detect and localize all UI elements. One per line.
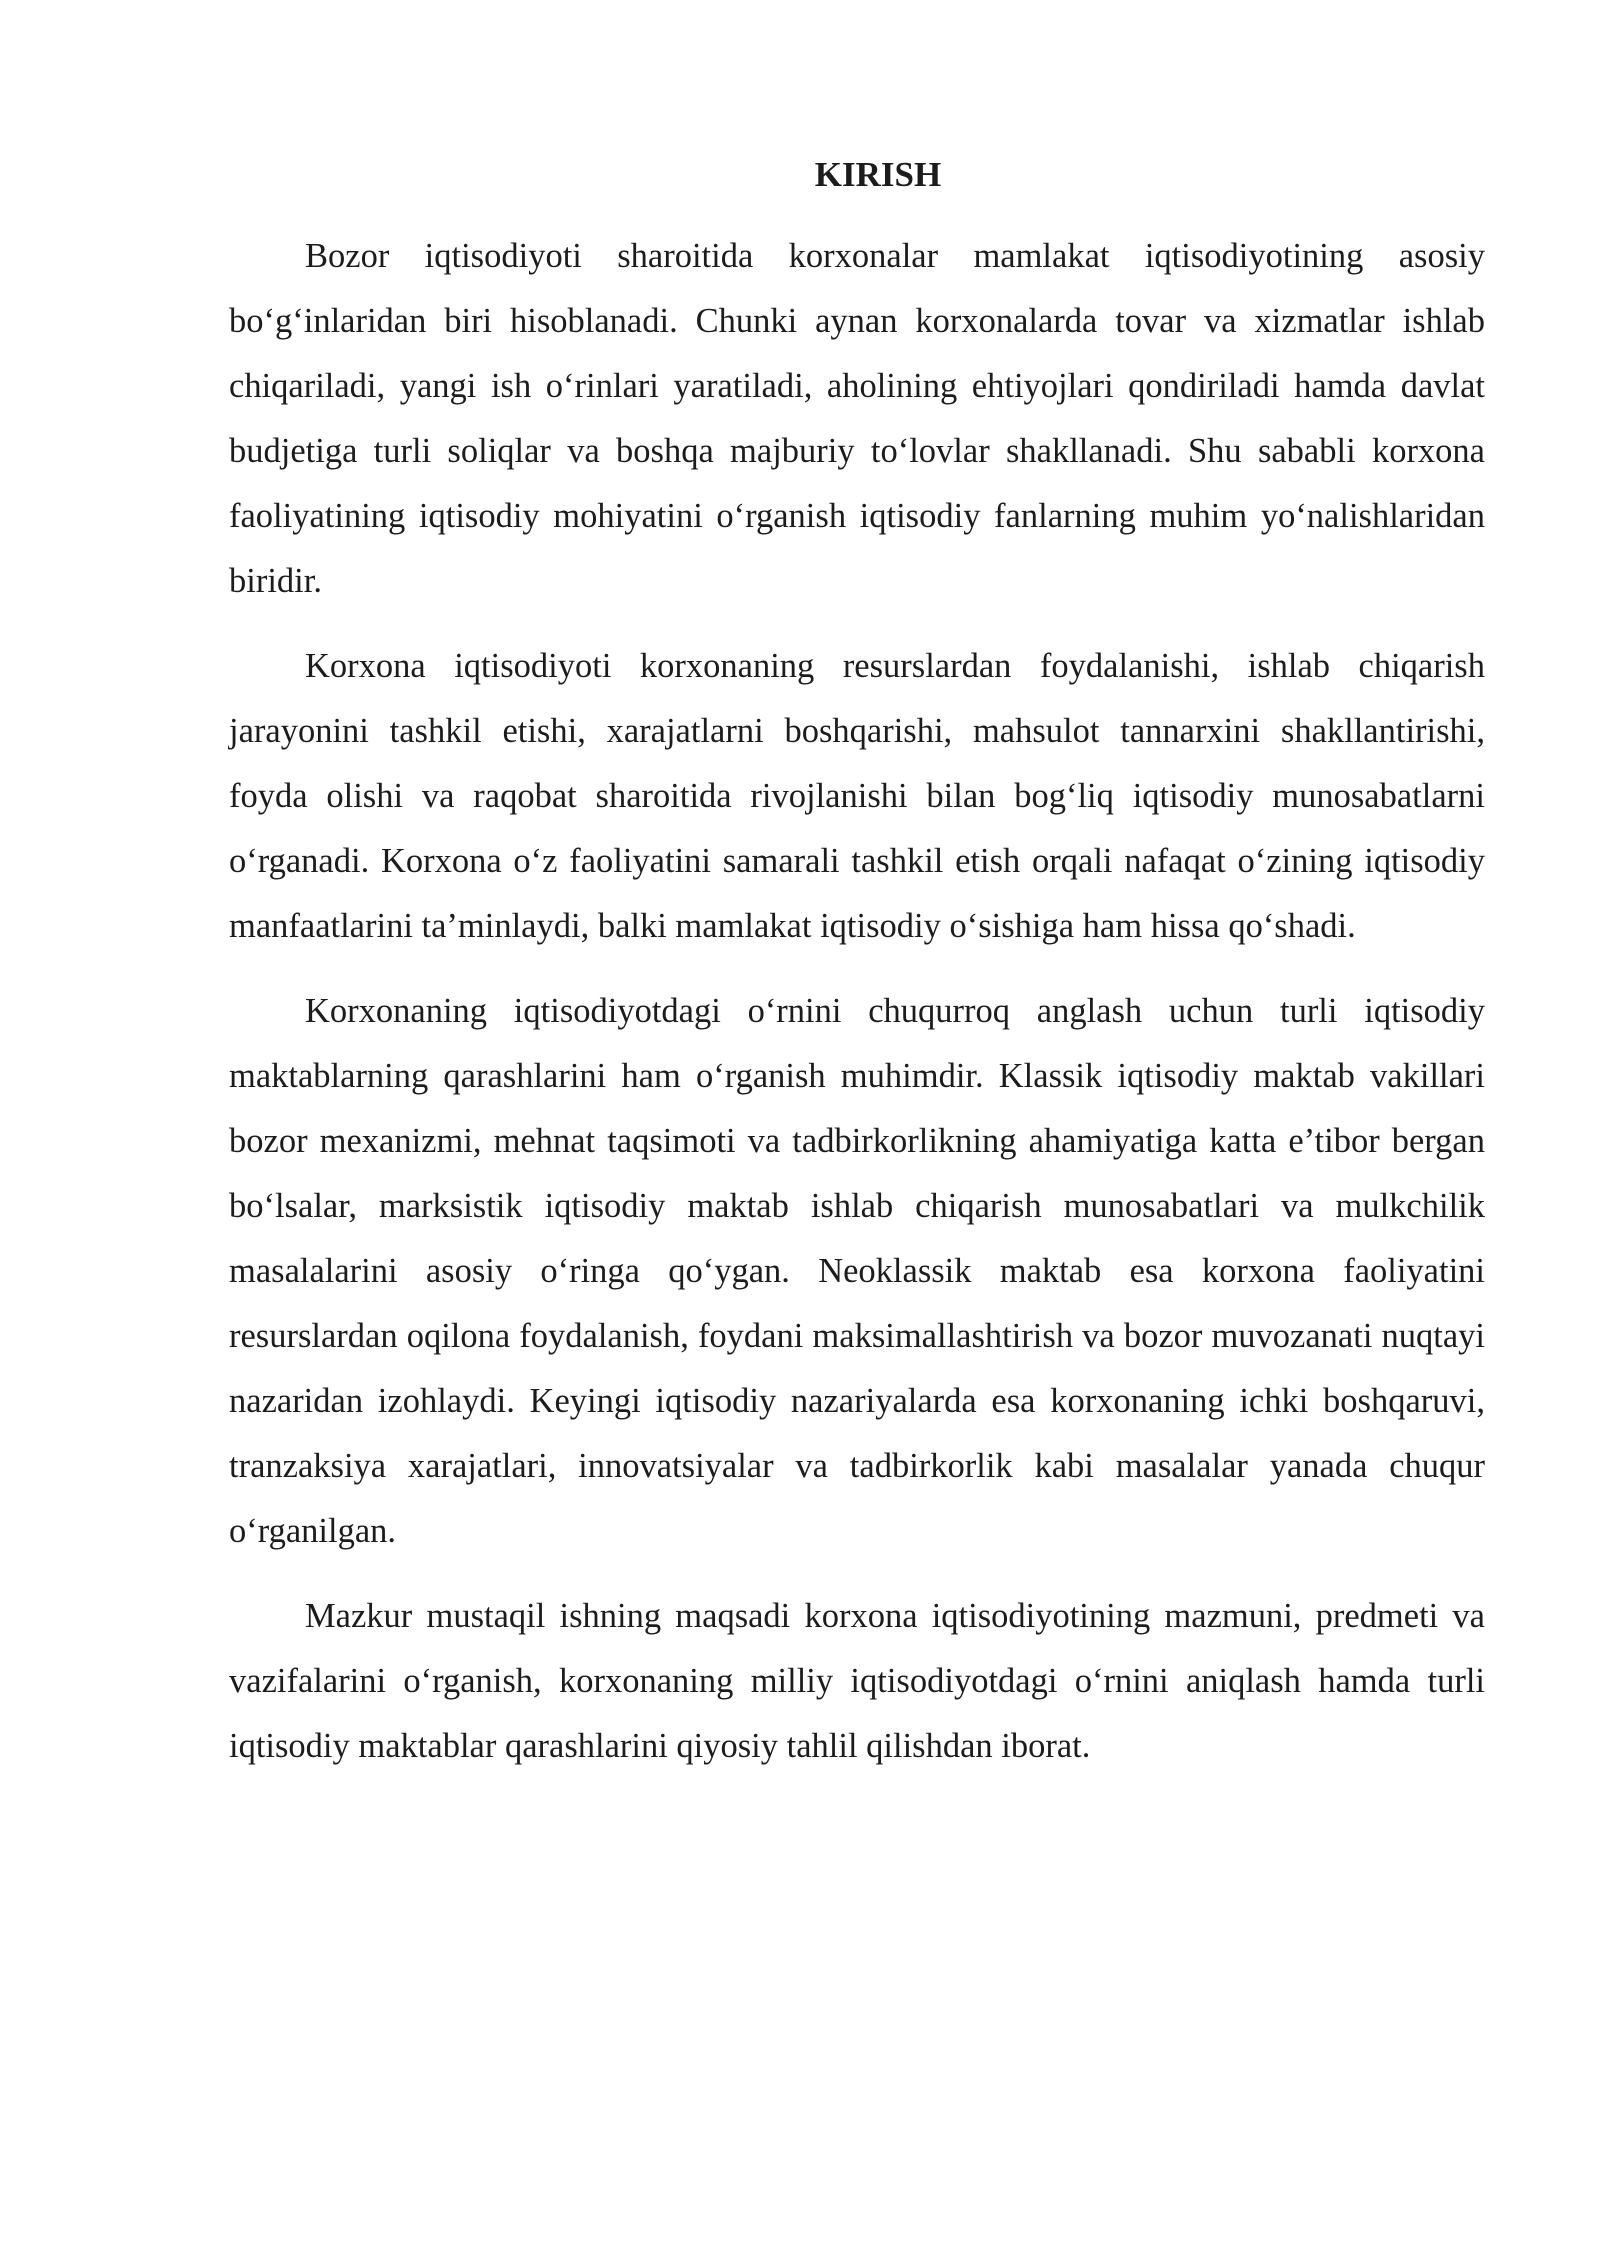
paragraph-4: Mazkur mustaqil ishning maqsadi korxona iqtisodiyotining mazmuni, predmeti va vazifalarini o‘rganish, korxonaning milliy iqtisodiyotdagi o‘rnini aniqlash hamda turli iqtisodiy maktablar qarashlarini qiyosiy tahlil qilishdan iborat. <box>229 1597 1485 1765</box>
paragraph-2: Korxona iqtisodiyoti korxonaning resurslardan foydalanishi, ishlab chiqarish jarayonini tashkil etishi, xarajatlarni boshqarishi, mahsulot tannarxini shakllantirishi, foyda olishi va raqobat sharoitida rivojlanishi bilan bog‘liq iqtisodiy munosabatlarni o‘rganadi. Korxona o‘z faoliyatini samarali tashkil etish orqali nafaqat o‘zining iqtisodiy manfaatlarini ta’minlaydi, balki mamlakat iqtisodiy o‘sishiga ham hissa qo‘shadi. <box>229 647 1485 945</box>
paragraph-1: Bozor iqtisodiyoti sharoitida korxonalar mamlakat iqtisodiyotining asosiy bo‘g‘inlaridan biri hisoblanadi. Chunki aynan korxonalarda tovar va xizmatlar ishlab chiqariladi, yangi ish o‘rinlari yaratiladi, aholining ehtiyojlari qondiriladi hamda davlat budjetiga turli soliqlar va boshqa majburiy to‘lovlar shakllanadi. Shu sababli korxona faoliyatining iqtisodiy mohiyatini o‘rganish iqtisodiy fanlarning muhim yo‘nalishlaridan biridir. <box>229 237 1485 600</box>
paragraph-3: Korxonaning iqtisodiyotdagi o‘rnini chuqurroq anglash uchun turli iqtisodiy maktablarning qarashlarini ham o‘rganish muhimdir. Klassik iqtisodiy maktab vakillari bozor mexanizmi, mehnat taqsimoti va tadbirkorlikning ahamiyatiga katta e’tibor bergan bo‘lsalar, marksistik iqtisodiy maktab ishlab chiqarish munosabatlari va mulkchilik masalalarini asosiy o‘ringa qo‘ygan. Neoklassik maktab esa korxona faoliyatini resurslardan oqilona foydalanish, foydani maksimallashtirish va bozor muvozanati nuqtayi nazaridan izohlaydi. Keyingi iqtisodiy nazariyalarda esa korxonaning ichki boshqaruvi, tranzaksiya xarajatlari, innovatsiyalar va tadbirkorlik kabi masalalar yanada chuqur o‘rganilgan. <box>229 992 1485 1550</box>
page-content <box>229 148 1485 1799</box>
page-title: KIRISH <box>814 155 942 194</box>
